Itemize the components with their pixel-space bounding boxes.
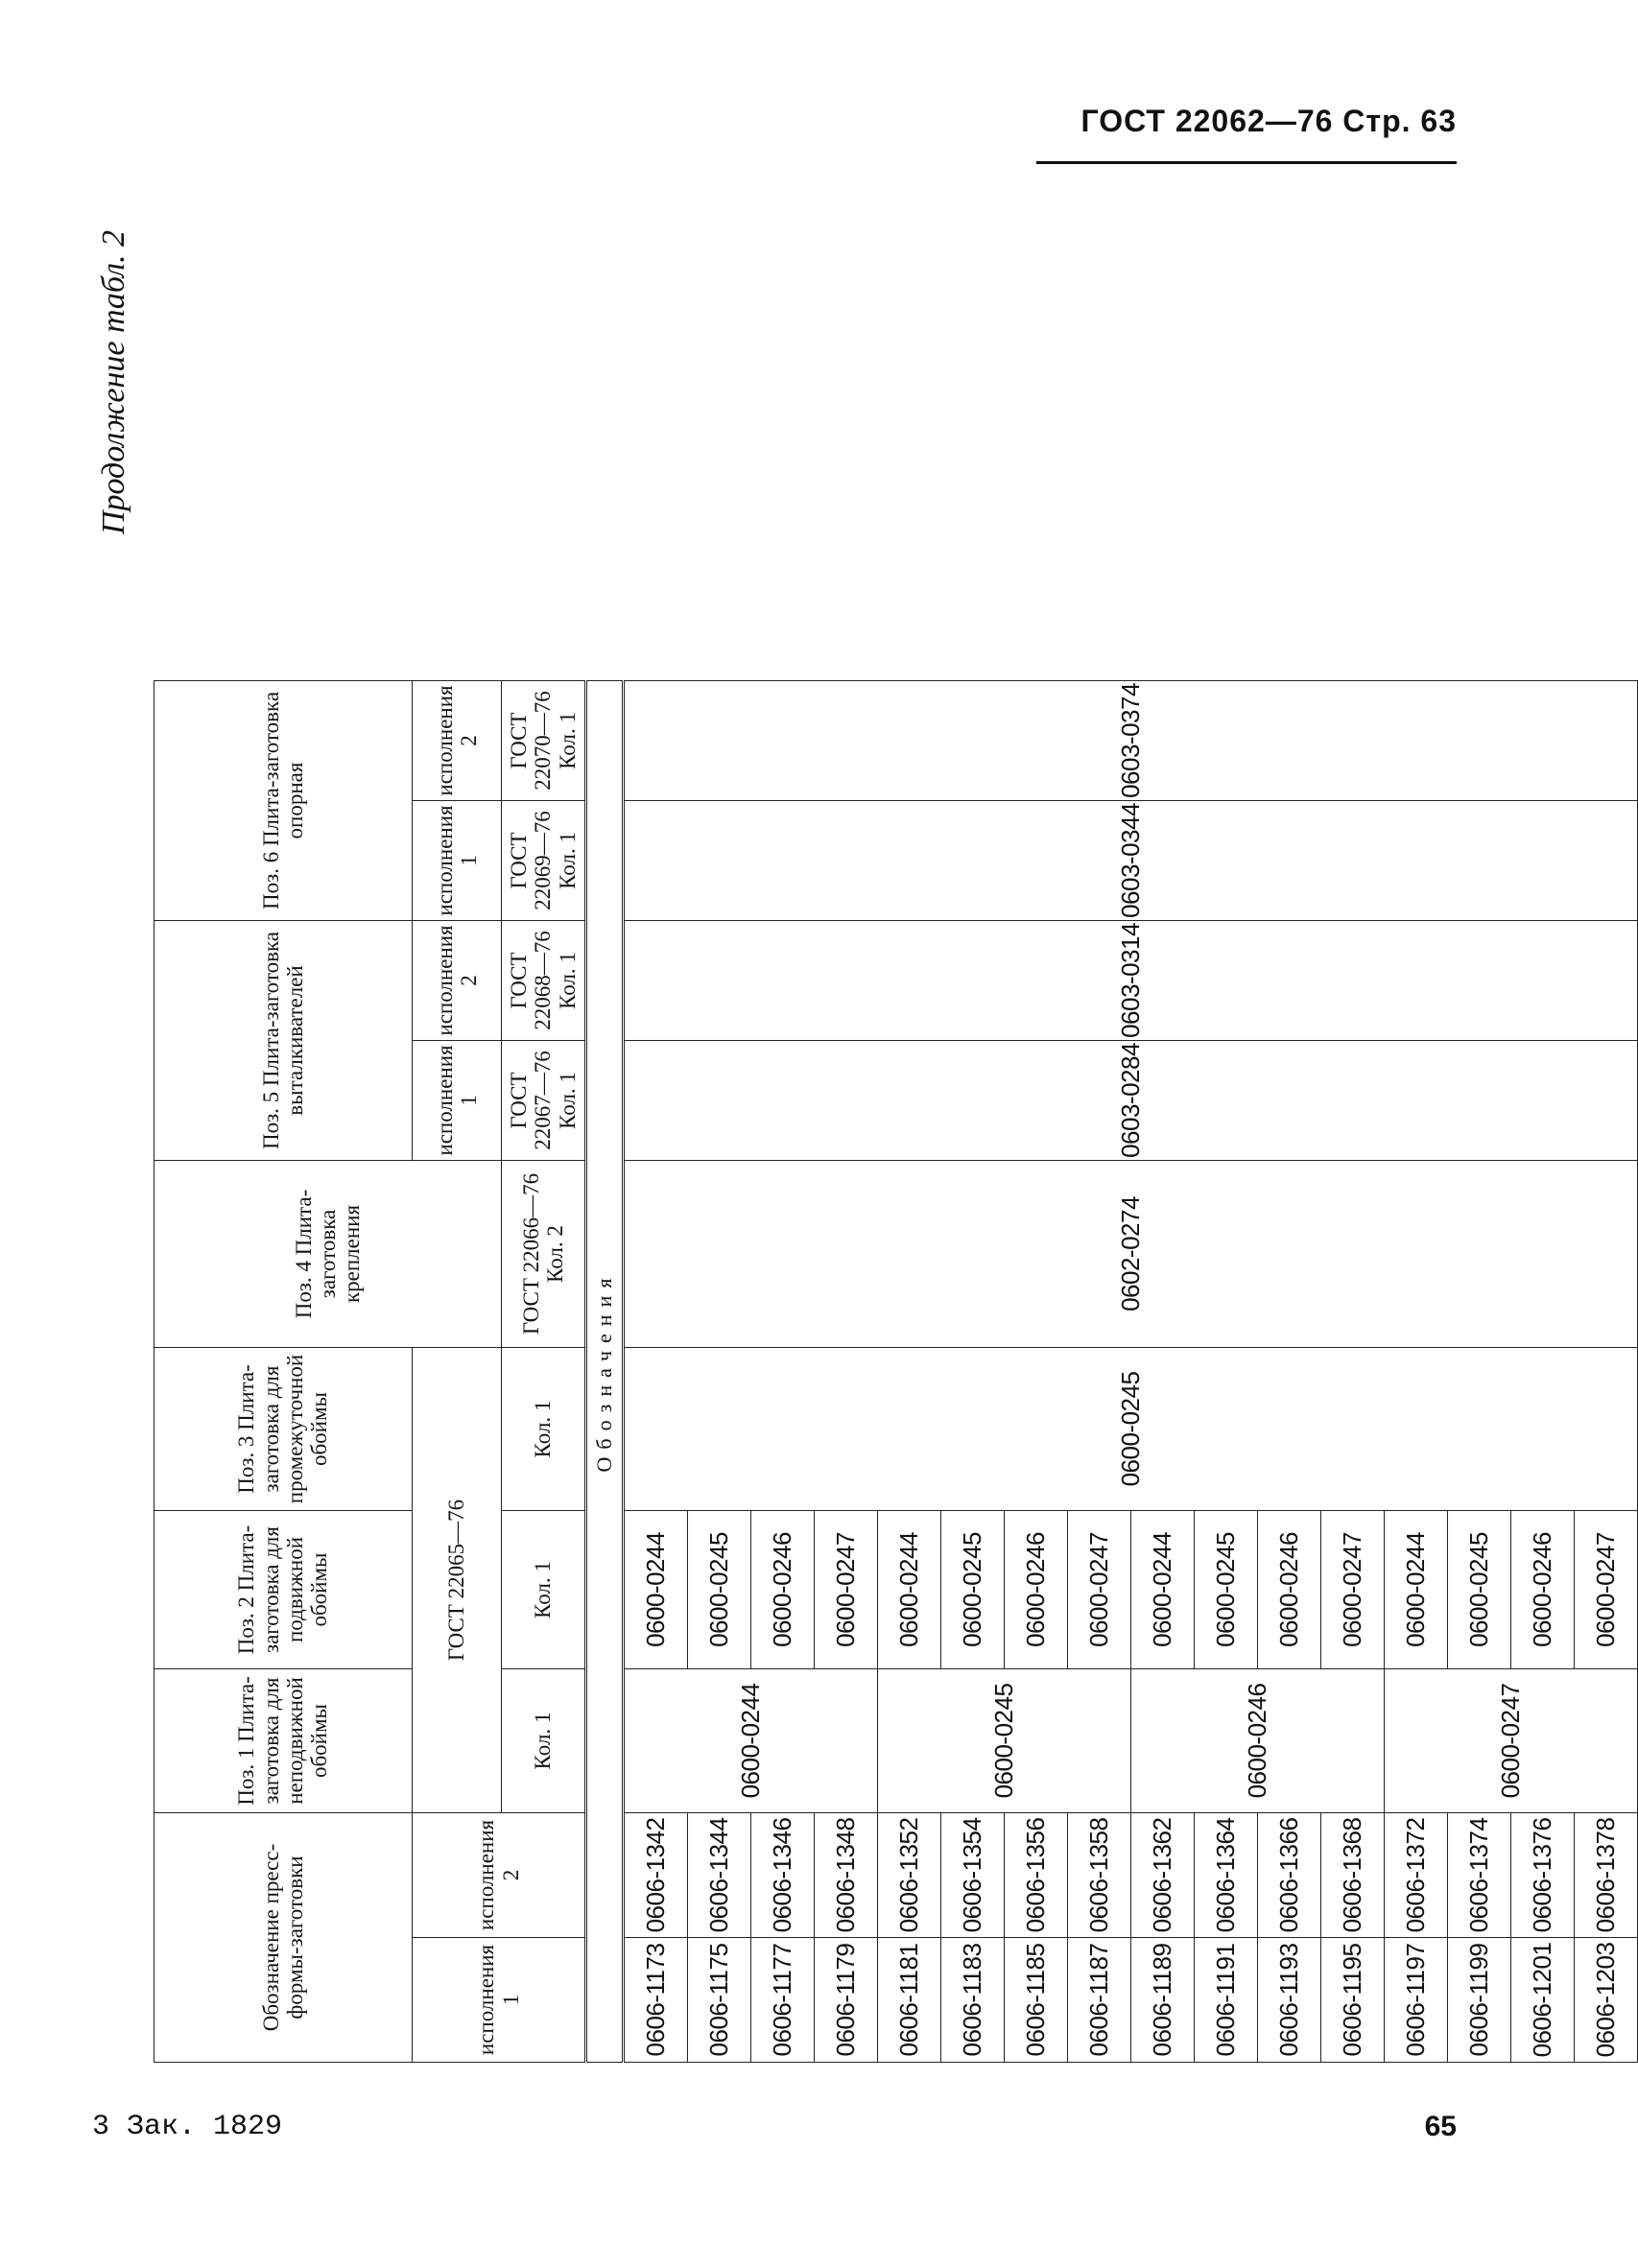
cell-pos2: 0600-0244: [1385, 1511, 1448, 1669]
col-pos5-isp2: исполнения 2: [413, 920, 502, 1040]
col-pos5-gost-b: ГОСТ 22068—76 Кол. 1: [502, 920, 586, 1040]
cell-ver2: 0606-1378: [1575, 1813, 1638, 1938]
cell-pos1: 0600-0245: [878, 1669, 1131, 1813]
cell-pos2: 0600-0246: [1258, 1511, 1321, 1669]
cell-pos2: 0600-0247: [1575, 1511, 1638, 1669]
cell-ver1: 0606-1183: [941, 1938, 1005, 2063]
cell-ver2: 0606-1364: [1195, 1813, 1258, 1938]
cell-ver2: 0606-1358: [1068, 1813, 1131, 1938]
cell-ver2: 0606-1368: [1321, 1813, 1385, 1938]
cell-ver2: 0606-1372: [1385, 1813, 1448, 1938]
cell-pos2: 0600-0244: [624, 1511, 688, 1669]
cell-pos2: 0600-0244: [1131, 1511, 1195, 1669]
header-blank: [154, 191, 586, 680]
cell-ver1: 0606-1175: [688, 1938, 751, 2063]
footer-page-number: 65: [1424, 2111, 1457, 2142]
cell-ver1: 0606-1187: [1068, 1938, 1131, 2063]
cell-ver1: 0606-1181: [878, 1938, 941, 2063]
cell-pos5-isp2: 0603-0314: [624, 920, 1638, 1040]
cell-ver2: 0606-1374: [1448, 1813, 1511, 1938]
cell-ver1: 0606-1203: [1575, 1938, 1638, 2063]
col-pos1-kol: Кол. 1: [502, 1669, 586, 1813]
col-gost-22065: ГОСТ 22065—76: [413, 1348, 502, 1813]
cell-ver2: 0606-1346: [751, 1813, 815, 1938]
cell-ver2: 0606-1366: [1258, 1813, 1321, 1938]
mark-blank: [586, 191, 624, 680]
col-ver2: исполнения 2: [413, 1813, 586, 1938]
cell-ver2: 0606-1352: [878, 1813, 941, 1938]
cell-ver1: 0606-1179: [815, 1938, 878, 2063]
page-header: ГОСТ 22062—76 Стр. 63: [1080, 104, 1457, 138]
cell-ver1: 0606-1173: [624, 1938, 688, 2063]
rotated-table-area: [96, 192, 1621, 2063]
cell-pos2: 0600-0245: [1195, 1511, 1258, 1669]
cell-pos2: 0600-0247: [815, 1511, 878, 1669]
cell-pos5-isp1: 0603-0284: [624, 1041, 1638, 1161]
cell-pos4: 0602-0274: [624, 1161, 1638, 1348]
cell-pos1: 0600-0247: [1385, 1669, 1638, 1813]
table-continuation-label: Продолжение табл. 2: [96, 230, 131, 535]
col-ver1: исполнения 1: [413, 1938, 586, 2063]
cell-pos2: 0600-0247: [1321, 1511, 1385, 1669]
body-blank: [624, 191, 1638, 680]
cell-pos2: 0600-0247: [1068, 1511, 1131, 1669]
cell-ver2: 0606-1342: [624, 1813, 688, 1938]
oboznacheniya-label: Обозначения: [586, 680, 624, 2062]
cell-ver1: 0606-1193: [1258, 1938, 1321, 2063]
col-pos6-gost-b: ГОСТ 22070—76 Кол. 1: [502, 680, 586, 800]
col-pos6: Поз. 6 Плита-заготовка опорная: [154, 680, 413, 920]
col-pos4-gost: ГОСТ 22066—76 Кол. 2: [502, 1161, 586, 1348]
col-pos6-isp1: исполнения 1: [413, 800, 502, 920]
cell-pos2: 0600-0245: [688, 1511, 751, 1669]
header-rule: [1036, 161, 1457, 164]
components-table: [154, 191, 1638, 2063]
cell-pos2: 0600-0246: [1005, 1511, 1068, 1669]
cell-pos2: 0600-0246: [1511, 1511, 1575, 1669]
cell-ver2: 0606-1348: [815, 1813, 878, 1938]
col-pos5-gost-a: ГОСТ 22067—76 Кол. 1: [502, 1041, 586, 1161]
col-designation: Обозначение пресс-формы-заготовки: [154, 1813, 413, 2063]
cell-pos6-isp2: 0603-0374: [624, 680, 1638, 800]
col-pos1: Поз. 1 Плита-заготовка для неподвижной обоймы: [154, 1669, 413, 1813]
col-pos6-isp2: исполнения 2: [413, 680, 502, 800]
cell-pos1: 0600-0244: [624, 1669, 878, 1813]
table-row: [624, 191, 688, 2062]
cell-ver1: 0606-1199: [1448, 1938, 1511, 2063]
cell-ver2: 0606-1362: [1131, 1813, 1195, 1938]
cell-ver2: 0606-1354: [941, 1813, 1005, 1938]
cell-pos6-isp1: 0603-0344: [624, 800, 1638, 920]
cell-ver1: 0606-1195: [1321, 1938, 1385, 2063]
cell-ver2: 0606-1344: [688, 1813, 751, 1938]
col-pos2-kol: Кол. 1: [502, 1511, 586, 1669]
cell-ver2: 0606-1376: [1511, 1813, 1575, 1938]
cell-ver1: 0606-1177: [751, 1938, 815, 2063]
cell-pos2: 0600-0244: [878, 1511, 941, 1669]
cell-pos2: 0600-0245: [941, 1511, 1005, 1669]
cell-pos2: 0600-0245: [1448, 1511, 1511, 1669]
footer-order-number: 3 Зак. 1829: [92, 2111, 283, 2143]
cell-ver1: 0606-1197: [1385, 1938, 1448, 2063]
col-pos5: Поз. 5 Плита-заготовка выталкивателей: [154, 920, 413, 1160]
col-pos4: Поз. 4 Плита-заготовка крепления: [154, 1161, 502, 1348]
cell-ver2: 0606-1356: [1005, 1813, 1068, 1938]
col-pos6-gost-a: ГОСТ 22069—76 Кол. 1: [502, 800, 586, 920]
cell-pos2: 0600-0246: [751, 1511, 815, 1669]
col-pos5-isp1: исполнения 1: [413, 1041, 502, 1161]
col-pos3-kol: Кол. 1: [502, 1348, 586, 1511]
cell-ver1: 0606-1185: [1005, 1938, 1068, 2063]
cell-ver1: 0606-1201: [1511, 1938, 1575, 2063]
col-pos2: Поз. 2 Плита-заготовка для подвижной обоймы: [154, 1511, 413, 1669]
cell-pos3: 0600-0245: [624, 1348, 1638, 1511]
cell-ver1: 0606-1191: [1195, 1938, 1258, 2063]
cell-pos1: 0600-0246: [1131, 1669, 1385, 1813]
col-pos3: Поз. 3 Плита-заготовка для промежуточной обоймы: [154, 1348, 413, 1511]
cell-ver1: 0606-1189: [1131, 1938, 1195, 2063]
